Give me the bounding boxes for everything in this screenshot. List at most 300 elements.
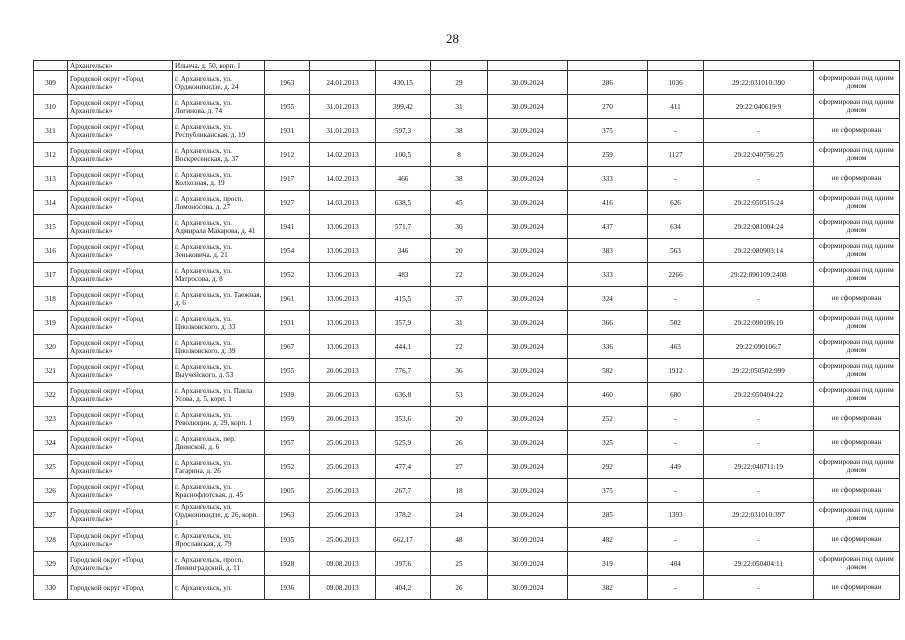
recognition-date-cell: 31.01.2013 <box>310 95 376 119</box>
owner-cell: Городской округ «Город <box>68 576 173 600</box>
cadastral-cost-cell: 563 <box>648 239 704 263</box>
status-cell: сформирован под одним домом <box>814 335 900 359</box>
status-cell: сформирован под одним домом <box>814 143 900 167</box>
year-built-cell: 1957 <box>265 431 310 455</box>
table-row <box>34 95 900 119</box>
recognition-date-cell: 31.01.2013 <box>310 119 376 143</box>
plot-area-cell: 460 <box>568 383 648 407</box>
area-cell: 100,5 <box>376 143 431 167</box>
cadastral-number-cell: - <box>704 431 814 455</box>
recognition-date-cell: 13.06.2013 <box>310 263 376 287</box>
area-cell: 638,5 <box>376 191 431 215</box>
table-row <box>34 167 900 191</box>
owner-cell: Городской округ «Город Архангельск» <box>68 431 173 455</box>
address-cell: г. Архангельск, ул. Ярославская, д. 79 <box>173 528 265 552</box>
address-cell: г. Архангельск, ул. <box>173 576 265 600</box>
owner-cell: Городской округ «Город Архангельск» <box>68 407 173 431</box>
residents-cell: 26 <box>431 431 488 455</box>
plot-area-cell: 333 <box>568 263 648 287</box>
owner-cell: Городской округ «Город Архангельск» <box>68 143 173 167</box>
cadastral-cost-cell: 1912 <box>648 359 704 383</box>
year-built-cell: 1939 <box>265 383 310 407</box>
table-row <box>34 503 900 528</box>
row-number: 321 <box>34 359 68 383</box>
residents-cell: 38 <box>431 119 488 143</box>
planned-date-cell: 30.09.2024 <box>488 95 568 119</box>
residents-cell: 24 <box>431 503 488 528</box>
address-cell: г. Архангельск, ул. Циолковского, д. 39 <box>173 335 265 359</box>
cadastral-number-cell: 29:22:040619:9 <box>704 95 814 119</box>
residents-cell: 31 <box>431 311 488 335</box>
owner-cell: Городской округ «Город Архангельск» <box>68 455 173 479</box>
year-built-cell: 1941 <box>265 215 310 239</box>
recognition-date-cell: 24.01.2013 <box>310 71 376 95</box>
row-number: 314 <box>34 191 68 215</box>
row-number: 324 <box>34 431 68 455</box>
planned-date-cell: 30.09.2024 <box>488 287 568 311</box>
cadastral-cost-cell: - <box>648 407 704 431</box>
cadastral-number-cell: 29:22:031010:390 <box>704 71 814 95</box>
address-cell: г. Архангельск, ул. Матросова, д. 8 <box>173 263 265 287</box>
cadastral-number-cell: 29:22:040711:19 <box>704 455 814 479</box>
area-cell: 399,42 <box>376 95 431 119</box>
address-cell: г. Архангельск, ул. Орджоникидзе, д. 24 <box>173 71 265 95</box>
owner-cell: Городской округ «Город Архангельск» <box>68 503 173 528</box>
cadastral-cost-cell: 463 <box>648 335 704 359</box>
row-number: 328 <box>34 528 68 552</box>
status-cell: сформирован под одним домом <box>814 95 900 119</box>
cadastral-number-cell: 29:22:050502:999 <box>704 359 814 383</box>
owner-cell: Городской округ «Город Архангельск» <box>68 239 173 263</box>
address-cell: г. Архангельск, ул. Циолковского, д. 33 <box>173 311 265 335</box>
area-cell: 444,1 <box>376 335 431 359</box>
status-cell: сформирован под одним домом <box>814 383 900 407</box>
status-cell: сформирован под одним домом <box>814 359 900 383</box>
recognition-date-cell: 14.03.2013 <box>310 191 376 215</box>
cadastral-cost-cell: - <box>648 287 704 311</box>
plot-area-cell: 336 <box>568 335 648 359</box>
residents-cell: 45 <box>431 191 488 215</box>
table-row <box>34 287 900 311</box>
table-row <box>34 239 900 263</box>
owner-cell: Городской округ «Город Архангельск» <box>68 359 173 383</box>
table-row <box>34 528 900 552</box>
year-built-cell: 1959 <box>265 407 310 431</box>
table-row <box>34 335 900 359</box>
planned-date-cell: 30.09.2024 <box>488 455 568 479</box>
area-cell: 571,7 <box>376 215 431 239</box>
row-number: 329 <box>34 552 68 576</box>
cadastral-cost-cell: 634 <box>648 215 704 239</box>
area-cell: 597,3 <box>376 119 431 143</box>
address-cell: г. Архангельск, просп. Ленинградский, д. 11 <box>173 552 265 576</box>
row-number: 330 <box>34 576 68 600</box>
status-cell: не сформирован <box>814 431 900 455</box>
address-cell: г. Архангельск, ул. Воскресенская, д. 37 <box>173 143 265 167</box>
cadastral-number-cell: 29:22:050515:24 <box>704 191 814 215</box>
area-cell: 357,9 <box>376 311 431 335</box>
recognition-date-cell: 09.08.2013 <box>310 552 376 576</box>
area-cell: 483 <box>376 263 431 287</box>
address-cell: г. Архангельск, ул. Гагарина, д. 26 <box>173 455 265 479</box>
plot-area-cell: 482 <box>568 528 648 552</box>
row-number: 319 <box>34 311 68 335</box>
recognition-date-cell: 14.02.2013 <box>310 143 376 167</box>
residents-cell: 29 <box>431 71 488 95</box>
table-row <box>34 479 900 503</box>
plot-area-cell: 375 <box>568 479 648 503</box>
housing-register-table <box>33 60 900 600</box>
status-cell: не сформирован <box>814 479 900 503</box>
area-cell: 267,7 <box>376 479 431 503</box>
cadastral-cost-cell: - <box>648 479 704 503</box>
year-built-cell: 1936 <box>265 576 310 600</box>
residents-cell: 37 <box>431 287 488 311</box>
row-number: 316 <box>34 239 68 263</box>
status-cell: не сформирован <box>814 119 900 143</box>
year-built-cell: 1928 <box>265 552 310 576</box>
area-cell: 776,7 <box>376 359 431 383</box>
area-cell: 636,8 <box>376 383 431 407</box>
cadastral-number-cell: - <box>704 167 814 191</box>
cadastral-cost-cell: 2266 <box>648 263 704 287</box>
residents-cell: 20 <box>431 407 488 431</box>
plot-area-cell: 437 <box>568 215 648 239</box>
status-cell: не сформирован <box>814 576 900 600</box>
status-cell: сформирован под одним домом <box>814 215 900 239</box>
plot-area-cell: 270 <box>568 95 648 119</box>
year-built-cell: 1931 <box>265 311 310 335</box>
owner-cell: Городской округ «Город Архангельск» <box>68 311 173 335</box>
planned-date-cell: 30.09.2024 <box>488 431 568 455</box>
table-row <box>34 576 900 600</box>
status-cell: сформирован под одним домом <box>814 263 900 287</box>
cadastral-number-cell: - <box>704 407 814 431</box>
year-built-cell: 1967 <box>265 335 310 359</box>
status-cell: сформирован под одним домом <box>814 191 900 215</box>
recognition-date-cell: 25.06.2013 <box>310 455 376 479</box>
row-number: 311 <box>34 119 68 143</box>
owner-cell: Городской округ «Город Архангельск» <box>68 383 173 407</box>
table-row <box>34 383 900 407</box>
row-number: 315 <box>34 215 68 239</box>
residents-cell: 22 <box>431 335 488 359</box>
plot-area-cell: 382 <box>568 576 648 600</box>
owner-cell: Городской округ «Город Архангельск» <box>68 95 173 119</box>
row-number: 322 <box>34 383 68 407</box>
status-cell: сформирован под одним домом <box>814 455 900 479</box>
owner-cell: Городской округ «Город Архангельск» <box>68 215 173 239</box>
residents-cell <box>431 61 488 71</box>
recognition-date-cell: 09.08.2013 <box>310 576 376 600</box>
cadastral-cost-cell: - <box>648 576 704 600</box>
address-cell: г. Архангельск, ул. Республиканская, д. 19 <box>173 119 265 143</box>
cadastral-number-cell: - <box>704 479 814 503</box>
plot-area-cell: 375 <box>568 119 648 143</box>
cadastral-cost-cell: 1393 <box>648 503 704 528</box>
row-number: 317 <box>34 263 68 287</box>
table-row <box>34 61 900 71</box>
row-number: 313 <box>34 167 68 191</box>
residents-cell: 48 <box>431 528 488 552</box>
planned-date-cell: 30.09.2024 <box>488 191 568 215</box>
row-number: 309 <box>34 71 68 95</box>
row-number: 310 <box>34 95 68 119</box>
row-number: 318 <box>34 287 68 311</box>
recognition-date-cell: 20.06.2013 <box>310 359 376 383</box>
planned-date-cell: 30.09.2024 <box>488 143 568 167</box>
plot-area-cell: 292 <box>568 455 648 479</box>
page-number: 28 <box>446 31 459 46</box>
cadastral-cost-cell: 680 <box>648 383 704 407</box>
cadastral-number-cell: 29:22:040756:25 <box>704 143 814 167</box>
status-cell: не сформирован <box>814 528 900 552</box>
row-number: 323 <box>34 407 68 431</box>
address-cell: г. Архангельск, ул. Выучейского, д. 53 <box>173 359 265 383</box>
plot-area-cell: 582 <box>568 359 648 383</box>
row-number: 312 <box>34 143 68 167</box>
plot-area-cell: 324 <box>568 287 648 311</box>
row-number: 326 <box>34 479 68 503</box>
address-cell: г. Архангельск, ул. Колхозная, д. 19 <box>173 167 265 191</box>
area-cell: 525,9 <box>376 431 431 455</box>
area-cell: 466 <box>376 167 431 191</box>
plot-area-cell: 383 <box>568 239 648 263</box>
year-built-cell: 1905 <box>265 479 310 503</box>
owner-cell: Городской округ «Город Архангельск» <box>68 191 173 215</box>
year-built-cell: 1927 <box>265 191 310 215</box>
recognition-date-cell: 13.06.2013 <box>310 215 376 239</box>
recognition-date-cell: 20.06.2013 <box>310 383 376 407</box>
table-body <box>34 61 900 600</box>
owner-cell: Городской округ «Город Архангельск» <box>68 479 173 503</box>
year-built-cell: 1961 <box>265 287 310 311</box>
table-row <box>34 359 900 383</box>
address-cell: Ильича, д. 50, корп. 1 <box>173 61 265 71</box>
recognition-date-cell <box>310 61 376 71</box>
table-row <box>34 431 900 455</box>
year-built-cell: 1935 <box>265 528 310 552</box>
area-cell: 397,6 <box>376 552 431 576</box>
planned-date-cell: 30.09.2024 <box>488 311 568 335</box>
status-cell: сформирован под одним домом <box>814 503 900 528</box>
residents-cell: 26 <box>431 576 488 600</box>
plot-area-cell: 325 <box>568 431 648 455</box>
recognition-date-cell: 25.06.2013 <box>310 528 376 552</box>
area-cell: 415,5 <box>376 287 431 311</box>
year-built-cell: 1912 <box>265 143 310 167</box>
cadastral-number-cell: 29:22:090106:10 <box>704 311 814 335</box>
recognition-date-cell: 13.06.2013 <box>310 287 376 311</box>
row-number: 325 <box>34 455 68 479</box>
planned-date-cell: 30.09.2024 <box>488 552 568 576</box>
recognition-date-cell: 25.06.2013 <box>310 431 376 455</box>
row-number <box>34 61 68 71</box>
planned-date-cell: 30.09.2024 <box>488 383 568 407</box>
status-cell: сформирован под одним домом <box>814 311 900 335</box>
status-cell: не сформирован <box>814 407 900 431</box>
planned-date-cell: 30.09.2024 <box>488 407 568 431</box>
cadastral-number-cell: 29:22:050404:22 <box>704 383 814 407</box>
address-cell: г. Архангельск, ул. Революции, д. 29, корп. 1 <box>173 407 265 431</box>
cadastral-number-cell: - <box>704 119 814 143</box>
plot-area-cell: 259 <box>568 143 648 167</box>
cadastral-cost-cell: - <box>648 119 704 143</box>
cadastral-cost-cell: 502 <box>648 311 704 335</box>
cadastral-number-cell: 29:22:031010:397 <box>704 503 814 528</box>
area-cell: 430,15 <box>376 71 431 95</box>
status-cell <box>814 61 900 71</box>
table-row <box>34 215 900 239</box>
cadastral-number-cell <box>704 61 814 71</box>
status-cell: сформирован под одним домом <box>814 239 900 263</box>
recognition-date-cell: 14.02.2013 <box>310 167 376 191</box>
residents-cell: 36 <box>431 359 488 383</box>
owner-cell: Городской округ «Город Архангельск» <box>68 528 173 552</box>
recognition-date-cell: 13.06.2013 <box>310 311 376 335</box>
residents-cell: 22 <box>431 263 488 287</box>
cadastral-number-cell: - <box>704 576 814 600</box>
area-cell: 346 <box>376 239 431 263</box>
plot-area-cell <box>568 61 648 71</box>
address-cell: г. Архангельск, пер. Двинской, д. 6 <box>173 431 265 455</box>
cadastral-number-cell: 29:22:090109:2408 <box>704 263 814 287</box>
status-cell: сформирован под одним домом <box>814 552 900 576</box>
residents-cell: 53 <box>431 383 488 407</box>
planned-date-cell: 30.09.2024 <box>488 576 568 600</box>
year-built-cell: 1931 <box>265 119 310 143</box>
recognition-date-cell: 25.06.2013 <box>310 503 376 528</box>
table-row <box>34 119 900 143</box>
table-row <box>34 552 900 576</box>
owner-cell: Городской округ «Город Архангельск» <box>68 167 173 191</box>
status-cell: не сформирован <box>814 167 900 191</box>
table-row <box>34 71 900 95</box>
plot-area-cell: 366 <box>568 311 648 335</box>
row-number: 320 <box>34 335 68 359</box>
plot-area-cell: 333 <box>568 167 648 191</box>
cadastral-cost-cell: 449 <box>648 455 704 479</box>
cadastral-cost-cell: 1127 <box>648 143 704 167</box>
year-built-cell: 1955 <box>265 359 310 383</box>
planned-date-cell: 30.09.2024 <box>488 119 568 143</box>
planned-date-cell: 30.09.2024 <box>488 503 568 528</box>
owner-cell: Архангельск» <box>68 61 173 71</box>
table-row <box>34 143 900 167</box>
planned-date-cell: 30.09.2024 <box>488 335 568 359</box>
planned-date-cell: 30.09.2024 <box>488 479 568 503</box>
status-cell: сформирован под одним домом <box>814 71 900 95</box>
residents-cell: 20 <box>431 239 488 263</box>
cadastral-cost-cell: 411 <box>648 95 704 119</box>
residents-cell: 30 <box>431 215 488 239</box>
residents-cell: 25 <box>431 552 488 576</box>
year-built-cell: 1963 <box>265 71 310 95</box>
owner-cell: Городской округ «Город Архангельск» <box>68 287 173 311</box>
year-built-cell: 1963 <box>265 503 310 528</box>
area-cell: 404,2 <box>376 576 431 600</box>
residents-cell: 8 <box>431 143 488 167</box>
planned-date-cell: 30.09.2024 <box>488 71 568 95</box>
row-number: 327 <box>34 503 68 528</box>
year-built-cell: 1917 <box>265 167 310 191</box>
cadastral-cost-cell: 1036 <box>648 71 704 95</box>
address-cell: г. Архангельск, ул. Краснофлотская, д. 45 <box>173 479 265 503</box>
area-cell <box>376 61 431 71</box>
cadastral-number-cell: 29:22:080903:14 <box>704 239 814 263</box>
planned-date-cell: 30.09.2024 <box>488 528 568 552</box>
area-cell: 353,6 <box>376 407 431 431</box>
owner-cell: Городской округ «Город Архангельск» <box>68 335 173 359</box>
table-row <box>34 263 900 287</box>
recognition-date-cell: 13.06.2013 <box>310 335 376 359</box>
owner-cell: Городской округ «Город Архангельск» <box>68 263 173 287</box>
cadastral-cost-cell: - <box>648 167 704 191</box>
planned-date-cell <box>488 61 568 71</box>
table-row <box>34 407 900 431</box>
address-cell: г. Архангельск, ул. Адмирала Макарова, д. 41 <box>173 215 265 239</box>
table-row <box>34 455 900 479</box>
cadastral-cost-cell <box>648 61 704 71</box>
address-cell: г. Архангельск, ул. Таежная, д. 6 <box>173 287 265 311</box>
recognition-date-cell: 20.06.2013 <box>310 407 376 431</box>
owner-cell: Городской округ «Город Архангельск» <box>68 71 173 95</box>
area-cell: 662,17 <box>376 528 431 552</box>
cadastral-cost-cell: - <box>648 431 704 455</box>
cadastral-cost-cell: 626 <box>648 191 704 215</box>
recognition-date-cell: 25.06.2013 <box>310 479 376 503</box>
plot-area-cell: 285 <box>568 503 648 528</box>
cadastral-number-cell: - <box>704 528 814 552</box>
residents-cell: 31 <box>431 95 488 119</box>
owner-cell: Городской округ «Город Архангельск» <box>68 552 173 576</box>
status-cell: не сформирован <box>814 287 900 311</box>
address-cell: г. Архангельск, ул. Павла Усова, д. 5, корп. 1 <box>173 383 265 407</box>
planned-date-cell: 30.09.2024 <box>488 263 568 287</box>
year-built-cell <box>265 61 310 71</box>
cadastral-cost-cell: 404 <box>648 552 704 576</box>
address-cell: г. Архангельск, ул. Зеньковича, д. 21 <box>173 239 265 263</box>
table-row <box>34 311 900 335</box>
plot-area-cell: 286 <box>568 71 648 95</box>
area-cell: 378,2 <box>376 503 431 528</box>
area-cell: 477,4 <box>376 455 431 479</box>
residents-cell: 27 <box>431 455 488 479</box>
cadastral-cost-cell: - <box>648 528 704 552</box>
plot-area-cell: 319 <box>568 552 648 576</box>
address-cell: г. Архангельск, просп. Ломоносова, д. 27 <box>173 191 265 215</box>
residents-cell: 18 <box>431 479 488 503</box>
address-cell: г. Архангельск, ул. Логинова, д. 74 <box>173 95 265 119</box>
cadastral-number-cell: - <box>704 287 814 311</box>
planned-date-cell: 30.09.2024 <box>488 239 568 263</box>
year-built-cell: 1955 <box>265 95 310 119</box>
cadastral-number-cell: 29:22:050404:11 <box>704 552 814 576</box>
planned-date-cell: 30.09.2024 <box>488 167 568 191</box>
recognition-date-cell: 13.06.2013 <box>310 239 376 263</box>
planned-date-cell: 30.09.2024 <box>488 215 568 239</box>
owner-cell: Городской округ «Город Архангельск» <box>68 119 173 143</box>
table-row <box>34 191 900 215</box>
plot-area-cell: 252 <box>568 407 648 431</box>
address-cell: г. Архангельск, ул. Орджоникидзе, д. 26, корп. 1 <box>173 503 265 528</box>
residents-cell: 38 <box>431 167 488 191</box>
year-built-cell: 1954 <box>265 239 310 263</box>
cadastral-number-cell: 29:22:090106:7 <box>704 335 814 359</box>
year-built-cell: 1952 <box>265 455 310 479</box>
year-built-cell: 1952 <box>265 263 310 287</box>
plot-area-cell: 416 <box>568 191 648 215</box>
